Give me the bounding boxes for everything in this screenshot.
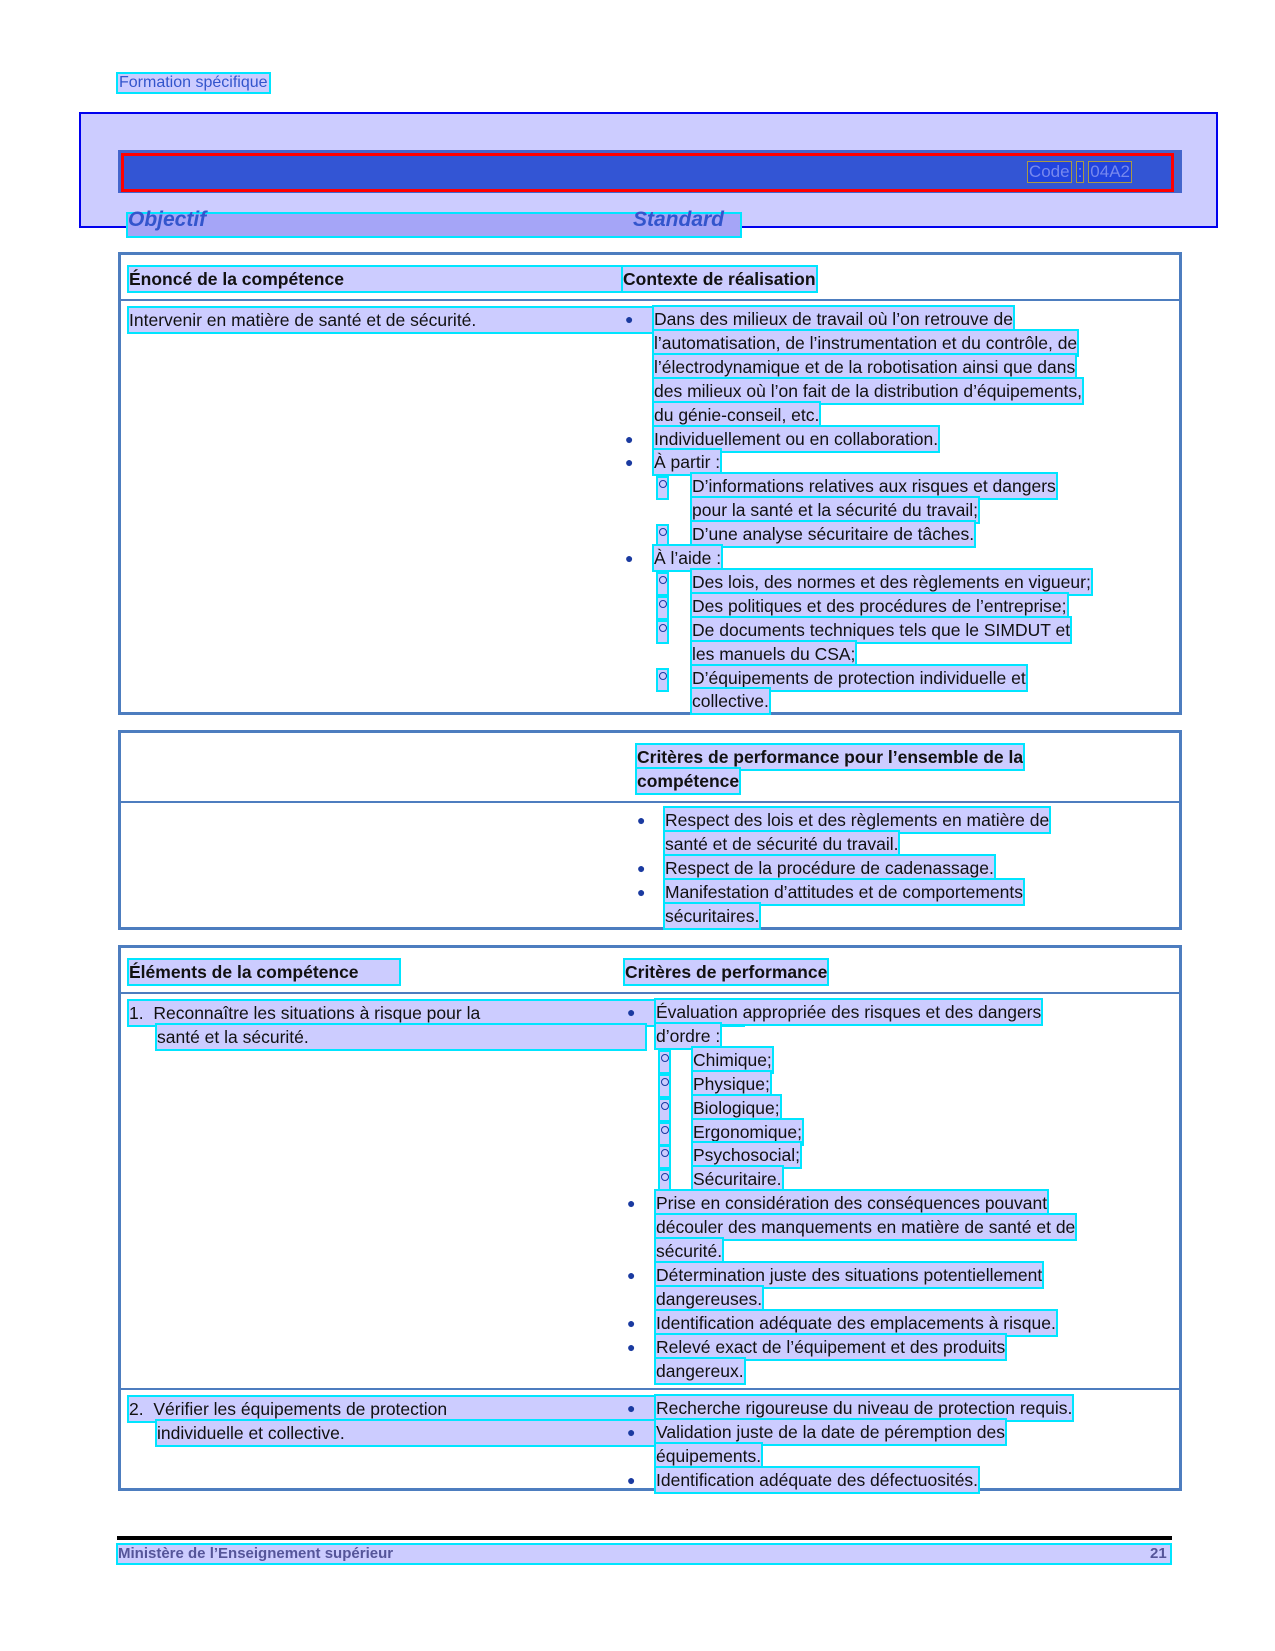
- list-item: l’automatisation, de l’instrumentation et du contrôle, de: [654, 332, 1078, 353]
- overall-criteria-table: [118, 730, 1182, 930]
- table-header-row: [121, 948, 1179, 994]
- bullet-icon: ●: [637, 812, 646, 828]
- list-item: découler des manquements en matière de santé et de: [656, 1217, 1076, 1238]
- list-item: Prise en considération des conséquences pouvant: [656, 1193, 1048, 1214]
- bullet-icon: ●: [627, 1314, 636, 1331]
- table-row: [121, 1390, 1179, 1494]
- list-item: d’ordre :: [656, 1025, 721, 1046]
- bullet-icon: ●: [625, 311, 634, 327]
- footer-rule: [117, 1536, 1172, 1540]
- list-item: À partir :: [654, 452, 721, 473]
- list-item: des milieux où l’on fait de la distribution d’équipements,: [654, 380, 1083, 401]
- circle-bullet-icon: [661, 1126, 669, 1134]
- list-item: collective.: [692, 691, 769, 712]
- bullet-icon: ●: [625, 430, 634, 447]
- table-row: [121, 994, 1179, 1390]
- element-text: Reconnaître les situations à risque pour la: [153, 1003, 481, 1023]
- code-label: Code: [1028, 162, 1070, 181]
- objectif-heading: Objectif: [128, 208, 207, 231]
- list-item: Dans des milieux de travail où l’on retrouve de: [654, 309, 1013, 329]
- bullet-icon: ●: [627, 1423, 636, 1440]
- criteria-header: Critères de performance: [625, 962, 828, 982]
- list-item: Psychosocial;: [693, 1145, 800, 1166]
- list-item: Identification adéquate des défectuosités.: [656, 1469, 979, 1490]
- section-label: Formation spécifique: [119, 74, 268, 91]
- list-item: Relevé exact de l’équipement et des produits: [656, 1336, 1006, 1357]
- bullet-icon: ●: [627, 1004, 636, 1020]
- list-item: Recherche rigoureuse du niveau de protection requis.: [656, 1398, 1073, 1418]
- list-item: Détermination juste des situations potentiellement: [656, 1264, 1043, 1285]
- bullet-icon: ●: [627, 1195, 636, 1212]
- element-number: 2.: [129, 1399, 144, 1419]
- list-item: Biologique;: [693, 1097, 780, 1118]
- list-item: l’électrodynamique et de la robotisation ainsi que dans: [654, 356, 1076, 377]
- overall-criteria-header-line2: compétence: [637, 771, 740, 791]
- list-item: Des lois, des normes et des règlements en vigueur;: [692, 571, 1091, 592]
- element-1-line2: santé et la sécurité.: [157, 1025, 645, 1049]
- competency-statement: Intervenir en matière de santé et de sécurité.: [129, 308, 743, 332]
- circle-bullet-icon: [661, 1078, 669, 1086]
- list-item: du génie-conseil, etc.: [654, 404, 820, 425]
- bullet-icon: ●: [637, 859, 646, 876]
- list-item: Identification adéquate des emplacements à risque.: [656, 1312, 1056, 1333]
- table-row: [121, 803, 1179, 929]
- code-value: 04A2: [1090, 162, 1130, 181]
- bullet-icon: ●: [627, 1400, 636, 1416]
- page-number: 21: [1150, 1545, 1167, 1562]
- list-item: À l’aide :: [654, 548, 722, 568]
- circle-bullet-icon: [661, 1102, 669, 1110]
- elements-table: [118, 945, 1182, 1491]
- list-item: Respect de la procédure de cadenassage.: [665, 857, 994, 878]
- list-item: santé et de sécurité du travail.: [665, 833, 899, 854]
- list-item: D’équipements de protection individuelle et: [692, 667, 1026, 688]
- list-item: équipements.: [656, 1445, 762, 1466]
- element-text: Vérifier les équipements de protection: [153, 1399, 448, 1419]
- circle-bullet-icon: [661, 1054, 669, 1062]
- code-separator: :: [1077, 162, 1083, 181]
- bullet-icon: ●: [627, 1471, 636, 1488]
- table-header-row: [121, 255, 1179, 301]
- list-item: Validation juste de la date de péremption des: [656, 1421, 1005, 1442]
- context-header: Contexte de réalisation: [623, 269, 816, 289]
- list-item: De documents techniques tels que le SIMDUT et: [692, 619, 1071, 640]
- circle-bullet-icon: [659, 600, 667, 608]
- list-item: Individuellement ou en collaboration.: [654, 428, 939, 449]
- list-item: pour la santé et la sécurité du travail;: [692, 500, 978, 521]
- table-row: [121, 301, 1179, 714]
- circle-bullet-icon: [659, 672, 667, 680]
- element-1-line1: [129, 1001, 743, 1025]
- statement-header: Énoncé de la compétence: [129, 267, 743, 291]
- competency-statement-table: [118, 252, 1182, 715]
- list-item: dangereuses.: [656, 1288, 763, 1309]
- list-item: les manuels du CSA;: [692, 643, 856, 664]
- bullet-icon: ●: [625, 454, 634, 471]
- competency-code: [1028, 162, 1131, 182]
- table-header-row: [121, 733, 1179, 803]
- list-item: Chimique;: [693, 1049, 772, 1070]
- list-item: Évaluation appropriée des risques et des dangers: [656, 1002, 1042, 1022]
- element-number: 1.: [129, 1003, 144, 1023]
- list-item: Manifestation d’attitudes et de comportements: [665, 881, 1023, 902]
- list-item: dangereux.: [656, 1360, 744, 1381]
- element-2-line1: [129, 1397, 743, 1421]
- list-item: sécuritaires.: [665, 905, 760, 926]
- list-item: D’une analyse sécuritaire de tâches.: [692, 524, 975, 545]
- list-item: Des politiques et des procédures de l’entreprise;: [692, 595, 1067, 616]
- list-item: D’informations relatives aux risques et dangers: [692, 476, 1056, 497]
- element-2-line2: individuelle et collective.: [157, 1421, 735, 1445]
- list-item: Sécuritaire.: [693, 1169, 782, 1190]
- bullet-icon: ●: [627, 1338, 636, 1355]
- list-item: Ergonomique;: [693, 1121, 802, 1142]
- elements-header: Éléments de la compétence: [129, 960, 399, 984]
- footer-publisher: Ministère de l’Enseignement supérieur: [118, 1545, 394, 1562]
- bullet-icon: ●: [625, 550, 634, 566]
- bullet-icon: ●: [637, 883, 646, 900]
- overall-criteria-header-line1: Critères de performance pour l’ensemble de la: [637, 747, 1024, 767]
- circle-bullet-icon: [659, 624, 667, 632]
- list-item: sécurité.: [656, 1241, 723, 1261]
- circle-bullet-icon: [659, 576, 667, 584]
- list-item: Respect des lois et des règlements en matière de: [665, 810, 1050, 830]
- bullet-icon: ●: [627, 1266, 636, 1283]
- list-item: Physique;: [693, 1073, 770, 1094]
- standard-heading: Standard: [633, 208, 725, 231]
- code-bar: [121, 153, 1174, 192]
